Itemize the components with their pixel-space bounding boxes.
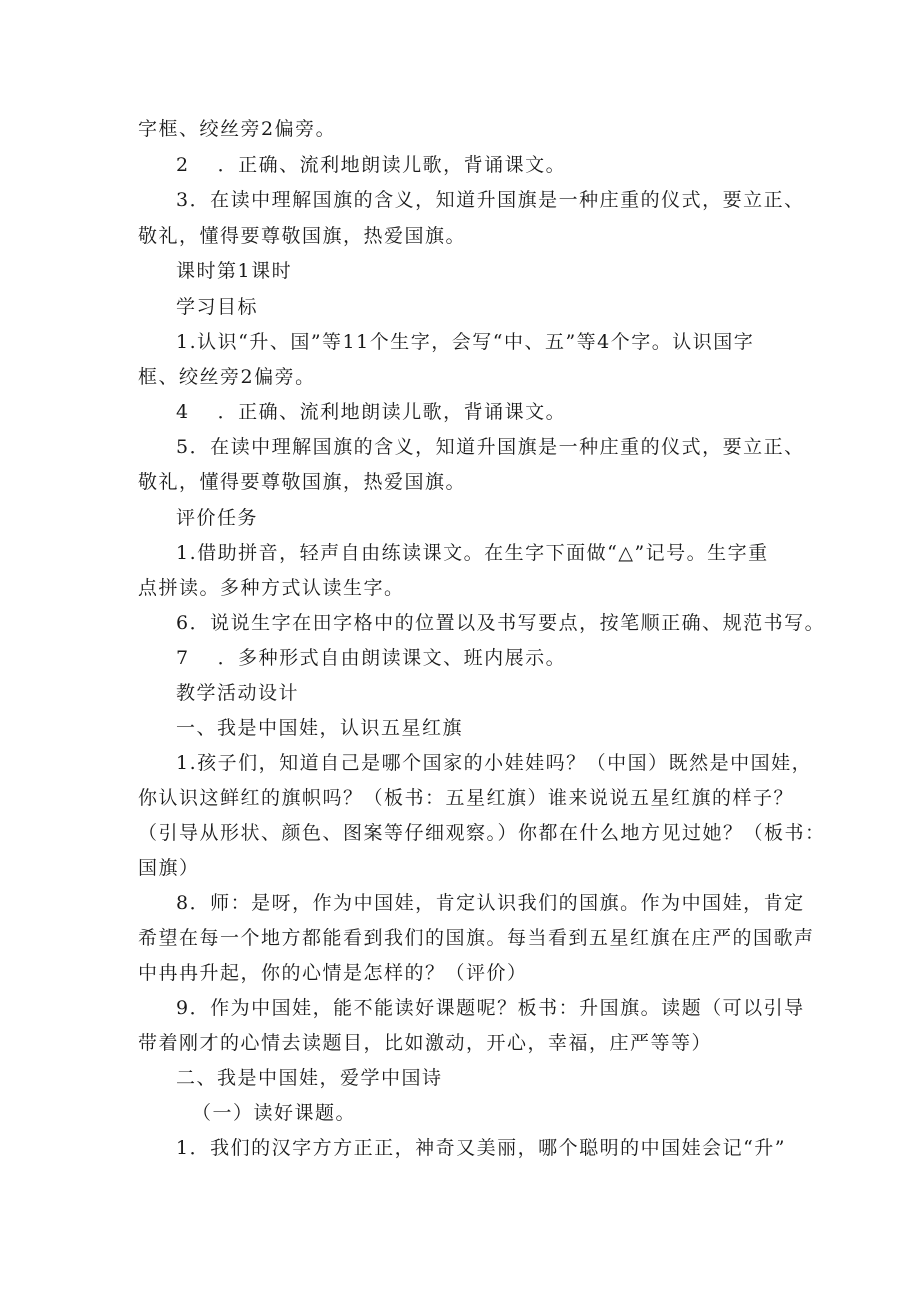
text-line: 1.孩子们，知道自己是哪个国家的小娃娃吗？（中国）既然是中国娃， (176, 752, 813, 774)
section-heading: 学习目标 (176, 296, 259, 318)
text-line: 带着刚才的心情去读题目，比如激动，开心，幸福，庄严等等） (138, 1032, 713, 1054)
list-text: ．多种形式自由朗读课文、班内展示。 (217, 647, 567, 669)
text-line: 你认识这鲜红的旗帜吗？（板书：五星红旗）谁来说说五星红旗的样子？ (138, 787, 795, 809)
list-text: ．正确、流利地朗读儿歌，背诵课文。 (217, 154, 567, 176)
text-line: 1.借助拼音，轻声自由练读课文。在生字下面做“△”记号。生字重 (176, 542, 769, 564)
list-text: ．正确、流利地朗读儿歌，背诵课文。 (217, 401, 567, 423)
text-line: 1.认识“升、国”等11个生字，会写“中、五”等4个字。认识国字 (176, 331, 755, 353)
text-line: （引导从形状、颜色、图案等仔细观察。）你都在什么地方见过她？（板书： (138, 822, 826, 844)
text-line: 国旗） (138, 857, 200, 879)
text-line: 8．师：是呀，作为中国娃，肯定认识我们的国旗。作为中国娃，肯定 (176, 892, 805, 914)
section-heading: 评价任务 (176, 507, 259, 529)
text-line: 6．说说生字在田字格中的位置以及书写要点，按笔顺正确、规范书写。 (176, 612, 826, 634)
text-line (176, 646, 566, 670)
text-line: 字框、绞丝旁2偏旁。 (138, 118, 337, 140)
section-heading: 一、我是中国娃，认识五星红旗 (176, 717, 464, 739)
text-line: 框、绞丝旁2偏旁。 (138, 366, 316, 388)
text-line: 敬礼，懂得要尊敬国旗，热爱国旗。 (138, 471, 467, 493)
section-heading: 课时第1课时 (176, 260, 293, 282)
text-line: 希望在每一个地方都能看到我们的国旗。每当看到五星红旗在庄严的国歌声 (138, 927, 815, 949)
list-number: 7 (176, 647, 190, 669)
text-line (176, 153, 566, 177)
text-line: 中冉冉升起，你的心情是怎样的？（评价） (138, 962, 528, 984)
text-line: 9．作为中国娃，能不能读好课题呢？板书：升国旗。读题（可以引导 (176, 997, 805, 1019)
section-heading: 二、我是中国娃，爱学中国诗 (176, 1067, 443, 1089)
text-line: 敬礼，懂得要尊敬国旗，热爱国旗。 (138, 225, 467, 247)
subsection-heading: （一）读好课题。 (192, 1102, 357, 1124)
text-line: 5．在读中理解国旗的含义，知道升国旗是一种庄重的仪式，要立正、 (176, 436, 805, 458)
section-heading: 教学活动设计 (176, 682, 300, 704)
text-line: 3．在读中理解国旗的含义，知道升国旗是一种庄重的仪式，要立正、 (176, 189, 805, 211)
text-line: 1．我们的汉字方方正正，神奇又美丽，哪个聪明的中国娃会记“升” (176, 1137, 787, 1159)
text-line (176, 400, 566, 424)
list-number: 2 (176, 154, 190, 176)
text-line: 点拼读。多种方式认读生字。 (138, 577, 405, 599)
list-number: 4 (176, 401, 190, 423)
